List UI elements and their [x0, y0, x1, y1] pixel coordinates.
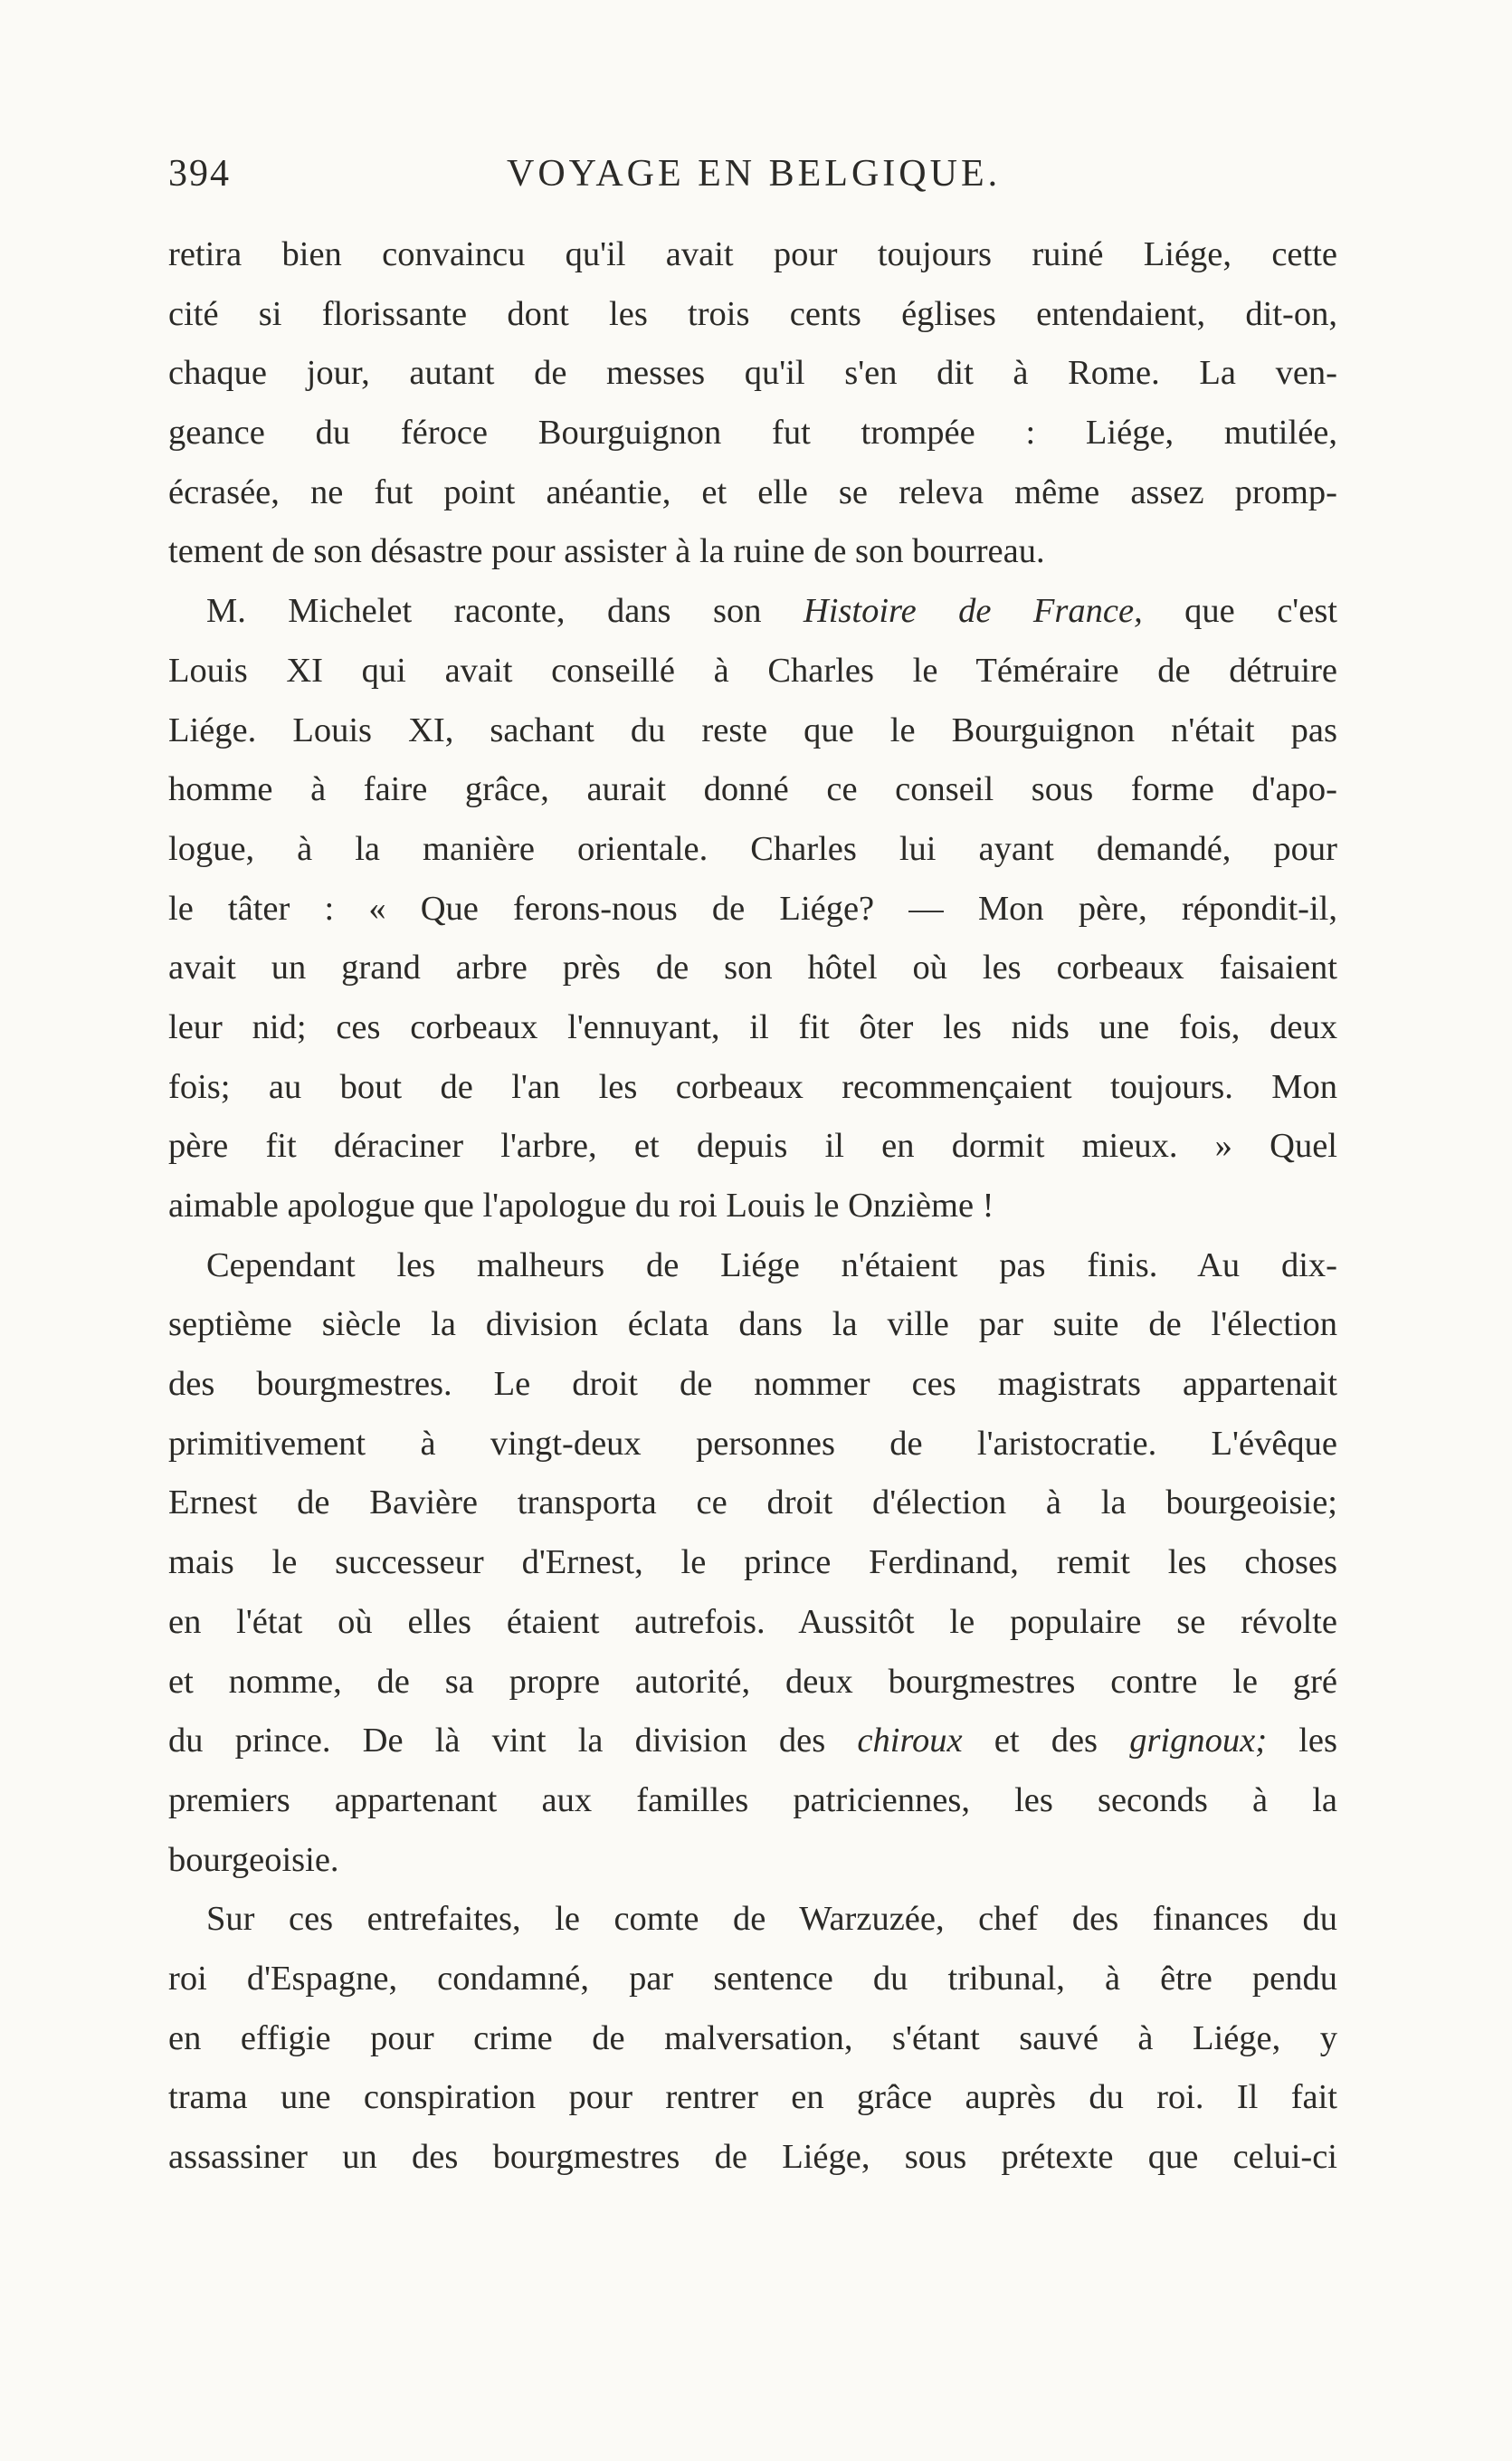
- text-line: Ernest de Bavière transporta ce droit d'élection à la bourgeoisie;: [168, 1483, 1337, 1522]
- faction-name-italic: grignoux;: [1129, 1722, 1268, 1760]
- text-line: primitivement à vingt-deux personnes de l'aristocratie. L'évêque: [168, 1424, 1337, 1463]
- text-line: mais le successeur d'Ernest, le prince Ferdinand, remit les choses: [168, 1543, 1337, 1582]
- text-line: premiers appartenant aux familles patriciennes, les seconds à la: [168, 1780, 1337, 1819]
- text-line: le tâter : « Que ferons-nous de Liége? — Mon père, répondit-il,: [168, 889, 1337, 928]
- text-line: retira bien convaincu qu'il avait pour toujours ruiné Liége, cette: [168, 235, 1337, 273]
- text-line: tement de son désastre pour assister à la ruine de son bourreau.: [168, 532, 1045, 571]
- text-line: écrasée, ne fut point anéantie, et elle se releva même assez promp-: [168, 472, 1337, 511]
- text-line: et nomme, de sa propre autorité, deux bourgmestres contre le gré: [168, 1662, 1337, 1701]
- paragraph: [168, 582, 1337, 1236]
- text-line: Sur ces entrefaites, le comte de Warzuzée, chef des finances du: [206, 1900, 1337, 1939]
- text-line: trama une conspiration pour rentrer en grâce auprès du roi. Il fait: [168, 2078, 1337, 2117]
- text-line: fois; au bout de l'an les corbeaux recommençaient toujours. Mon: [168, 1067, 1337, 1106]
- text-line: septième siècle la division éclata dans la ville par suite de l'élection: [168, 1305, 1337, 1344]
- text-line: homme à faire grâce, aurait donné ce conseil sous forme d'apo-: [168, 770, 1337, 809]
- text-line: en l'état où elles étaient autrefois. Aussitôt le populaire se révolte: [168, 1602, 1337, 1641]
- paragraph: [168, 225, 1337, 582]
- text-line: aimable apologue que l'apologue du roi Louis le Onzième !: [168, 1187, 994, 1225]
- page-header: [168, 152, 1345, 206]
- text-line: Cependant les malheurs de Liége n'étaient pas finis. Au dix-: [206, 1245, 1337, 1284]
- text-line: assassiner un des bourgmestres de Liége, sous prétexte que celui-ci: [168, 2138, 1337, 2176]
- text-line: roi d'Espagne, condamné, par sentence du tribunal, à être pendu: [168, 1959, 1337, 1998]
- text-line: Louis XI qui avait conseillé à Charles le Téméraire de détruire: [168, 651, 1337, 690]
- text-line: chaque jour, autant de messes qu'il s'en dit à Rome. La ven-: [168, 354, 1337, 393]
- page-number: 394: [168, 153, 231, 195]
- text-line: [168, 582, 1337, 642]
- text-line: avait un grand arbre près de son hôtel où les corbeaux faisaient: [168, 949, 1337, 987]
- text-line: Liége. Louis XI, sachant du reste que le Bourguignon n'était pas: [168, 711, 1337, 749]
- paragraph: [168, 1890, 1337, 2187]
- running-title: VOYAGE EN BELGIQUE.: [507, 153, 1002, 195]
- text-line: des bourgmestres. Le droit de nommer ces magistrats appartenait: [168, 1365, 1337, 1404]
- text-segment: du prince. De là vint la division des: [168, 1722, 858, 1760]
- text-segment: les: [1267, 1722, 1337, 1760]
- text-line: en effigie pour crime de malversation, s'étant sauvé à Liége, y: [168, 2018, 1337, 2057]
- body-text: [168, 225, 1337, 2188]
- book-title-italic: Histoire de France,: [803, 592, 1143, 631]
- text-segment: M. Michelet raconte, dans son: [206, 592, 804, 631]
- text-line: cité si florissante dont les trois cents églises entendaient, dit-on,: [168, 294, 1337, 333]
- paragraph: [168, 1236, 1337, 1891]
- text-line: geance du féroce Bourguignon fut trompée : Liége, mutilée,: [168, 414, 1337, 453]
- text-line: [168, 1712, 1337, 1771]
- text-line: père fit déraciner l'arbre, et depuis il en dormit mieux. » Quel: [168, 1127, 1337, 1166]
- text-line: logue, à la manière orientale. Charles lui ayant demandé, pour: [168, 829, 1337, 868]
- text-segment: et des: [962, 1722, 1130, 1760]
- faction-name-italic: chiroux: [857, 1722, 963, 1760]
- text-segment: que c'est: [1142, 592, 1337, 631]
- text-line: leur nid; ces corbeaux l'ennuyant, il fit ôter les nids une fois, deux: [168, 1007, 1337, 1046]
- text-line: bourgeoisie.: [168, 1840, 339, 1879]
